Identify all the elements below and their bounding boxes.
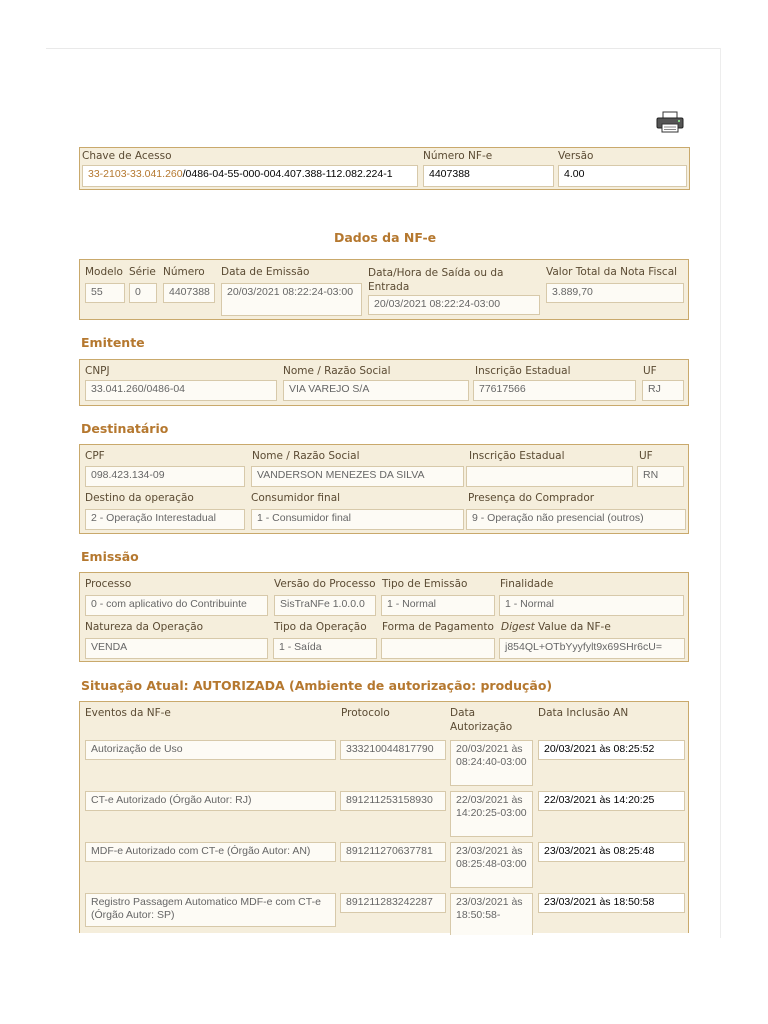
- emissao-title: Emissão: [81, 549, 139, 564]
- finalidade-field[interactable]: 1 - Normal: [499, 595, 684, 616]
- cpf-field[interactable]: 098.423.134-09: [85, 466, 245, 487]
- numero-nfe-field[interactable]: 4407388: [423, 165, 554, 187]
- emissao-panel: [79, 572, 689, 662]
- dest-uf-label: UF: [639, 450, 653, 462]
- tipo-operacao-label: Tipo da Operação: [274, 621, 367, 633]
- forma-pagamento-label: Forma de Pagamento: [382, 621, 494, 633]
- digest-label: [501, 621, 611, 634]
- emitente-panel: [79, 359, 689, 406]
- finalidade-label: Finalidade: [500, 578, 554, 590]
- protocolo-field[interactable]: 891211270637781: [340, 842, 446, 862]
- emissao-field[interactable]: 20/03/2021 08:22:24-03:00: [221, 283, 362, 316]
- dest-ie-field[interactable]: [466, 466, 633, 487]
- numero-field[interactable]: 4407388: [163, 283, 215, 303]
- data-inclusao-field[interactable]: 23/03/2021 às 08:25:48: [538, 842, 685, 862]
- chave-suffix: /0486-04-55-000-004.407.388-112.082.224-1: [182, 168, 393, 180]
- printer-icon[interactable]: [655, 111, 685, 133]
- serie-label: Série: [129, 266, 156, 278]
- data-inclusao-field[interactable]: 20/03/2021 às 08:25:52: [538, 740, 685, 760]
- evento-field[interactable]: Autorização de Uso: [85, 740, 336, 760]
- dest-uf-field[interactable]: RN: [637, 466, 684, 487]
- evento-field[interactable]: Registro Passagem Automatico MDF-e com CT-e (Órgão Autor: SP): [85, 893, 336, 927]
- versao-field[interactable]: 4.00: [558, 165, 687, 187]
- protocolo-field[interactable]: 333210044817790: [340, 740, 446, 760]
- destinatario-panel: [79, 444, 689, 534]
- protocolo-field[interactable]: 891211253158930: [340, 791, 446, 811]
- emitente-ie-field[interactable]: 77617566: [473, 380, 636, 401]
- tipo-emissao-label: Tipo de Emissão: [382, 578, 468, 590]
- dest-nome-field[interactable]: VANDERSON MENEZES DA SILVA: [251, 466, 464, 487]
- chave-panel: [79, 147, 690, 190]
- dest-nome-label: Nome / Razão Social: [252, 450, 360, 462]
- dados-title: Dados da NF-e: [334, 230, 437, 245]
- digest-label-rest: Value da NF-e: [534, 621, 611, 633]
- versao-processo-field[interactable]: SisTraNFe 1.0.0.0: [274, 595, 376, 616]
- chave-label: Chave de Acesso: [82, 150, 172, 162]
- data-autorizacao-field[interactable]: 20/03/2021 às 08:24:40-03:00: [450, 740, 533, 786]
- destino-field[interactable]: 2 - Operação Interestadual: [85, 509, 245, 530]
- situacao-title: Situação Atual: AUTORIZADA (Ambiente de autorização: produção): [81, 678, 553, 693]
- digest-label-italic: Digest: [501, 621, 535, 633]
- processo-field[interactable]: 0 - com aplicativo do Contribuinte: [85, 595, 268, 616]
- data-autorizacao-field[interactable]: 23/03/2021 às 08:25:48-03:00: [450, 842, 533, 888]
- col-data-inclusao: Data Inclusão AN: [538, 707, 629, 719]
- eventos-panel: [79, 701, 689, 933]
- col-eventos: Eventos da NF-e: [85, 707, 171, 719]
- natureza-label: Natureza da Operação: [85, 621, 204, 633]
- modelo-field[interactable]: 55: [85, 283, 125, 303]
- serie-field[interactable]: 0: [129, 283, 157, 303]
- modelo-label: Modelo: [85, 266, 123, 278]
- data-autorizacao-field[interactable]: 23/03/2021 às 18:50:58-: [450, 893, 533, 935]
- cnpj-label: CNPJ: [85, 365, 110, 377]
- top-divider: [46, 48, 721, 49]
- emitente-uf-field[interactable]: RJ: [642, 380, 684, 401]
- right-divider: [720, 48, 721, 938]
- emitente-uf-label: UF: [643, 365, 657, 377]
- tipo-emissao-field[interactable]: 1 - Normal: [381, 595, 495, 616]
- data-autorizacao-field[interactable]: 22/03/2021 às 14:20:25-03:00: [450, 791, 533, 837]
- presenca-field[interactable]: 9 - Operação não presencial (outros): [466, 509, 686, 530]
- natureza-field[interactable]: VENDA: [85, 638, 268, 659]
- consumidor-label: Consumidor final: [251, 492, 341, 504]
- dest-ie-label: Inscrição Estadual: [469, 450, 565, 462]
- tipo-operacao-field[interactable]: 1 - Saída: [273, 638, 377, 659]
- versao-label: Versão: [558, 150, 594, 162]
- valor-field[interactable]: 3.889,70: [546, 283, 684, 303]
- cpf-label: CPF: [85, 450, 105, 462]
- destino-label: Destino da operação: [85, 492, 194, 504]
- data-inclusao-field[interactable]: 22/03/2021 às 14:20:25: [538, 791, 685, 811]
- data-inclusao-field[interactable]: 23/03/2021 às 18:50:58: [538, 893, 685, 913]
- col-protocolo: Protocolo: [341, 707, 390, 719]
- dados-panel: [79, 259, 689, 320]
- digest-field[interactable]: j854QL+OTbYyyfylt9x69SHr6cU=: [499, 638, 685, 659]
- emissao-label: Data de Emissão: [221, 266, 310, 278]
- presenca-label: Presença do Comprador: [468, 492, 595, 504]
- saida-field[interactable]: 20/03/2021 08:22:24-03:00: [368, 295, 540, 315]
- saida-label: Data/Hora de Saída ou da Entrada: [368, 267, 504, 293]
- chave-field[interactable]: [82, 165, 418, 187]
- forma-pagamento-field[interactable]: [381, 638, 495, 659]
- versao-processo-label: Versão do Processo: [274, 578, 376, 590]
- emitente-title: Emitente: [81, 335, 145, 350]
- emitente-nome-label: Nome / Razão Social: [283, 365, 391, 377]
- col-data-autorizacao: Data Autorização: [450, 707, 513, 733]
- chave-prefix: 33-2103-33.041.260: [88, 168, 183, 180]
- numero-label: Número: [163, 266, 205, 278]
- processo-label: Processo: [85, 578, 132, 590]
- consumidor-field[interactable]: 1 - Consumidor final: [251, 509, 464, 530]
- emitente-nome-field[interactable]: VIA VAREJO S/A: [283, 380, 469, 401]
- destinatario-title: Destinatário: [81, 421, 169, 436]
- numero-nfe-label: Número NF-e: [423, 150, 493, 162]
- protocolo-field[interactable]: 891211283242287: [340, 893, 446, 913]
- evento-field[interactable]: MDF-e Autorizado com CT-e (Órgão Autor: AN): [85, 842, 336, 862]
- evento-field[interactable]: CT-e Autorizado (Órgão Autor: RJ): [85, 791, 336, 811]
- cnpj-field[interactable]: 33.041.260/0486-04: [85, 380, 277, 401]
- valor-label: Valor Total da Nota Fiscal: [546, 266, 678, 278]
- emitente-ie-label: Inscrição Estadual: [475, 365, 571, 377]
